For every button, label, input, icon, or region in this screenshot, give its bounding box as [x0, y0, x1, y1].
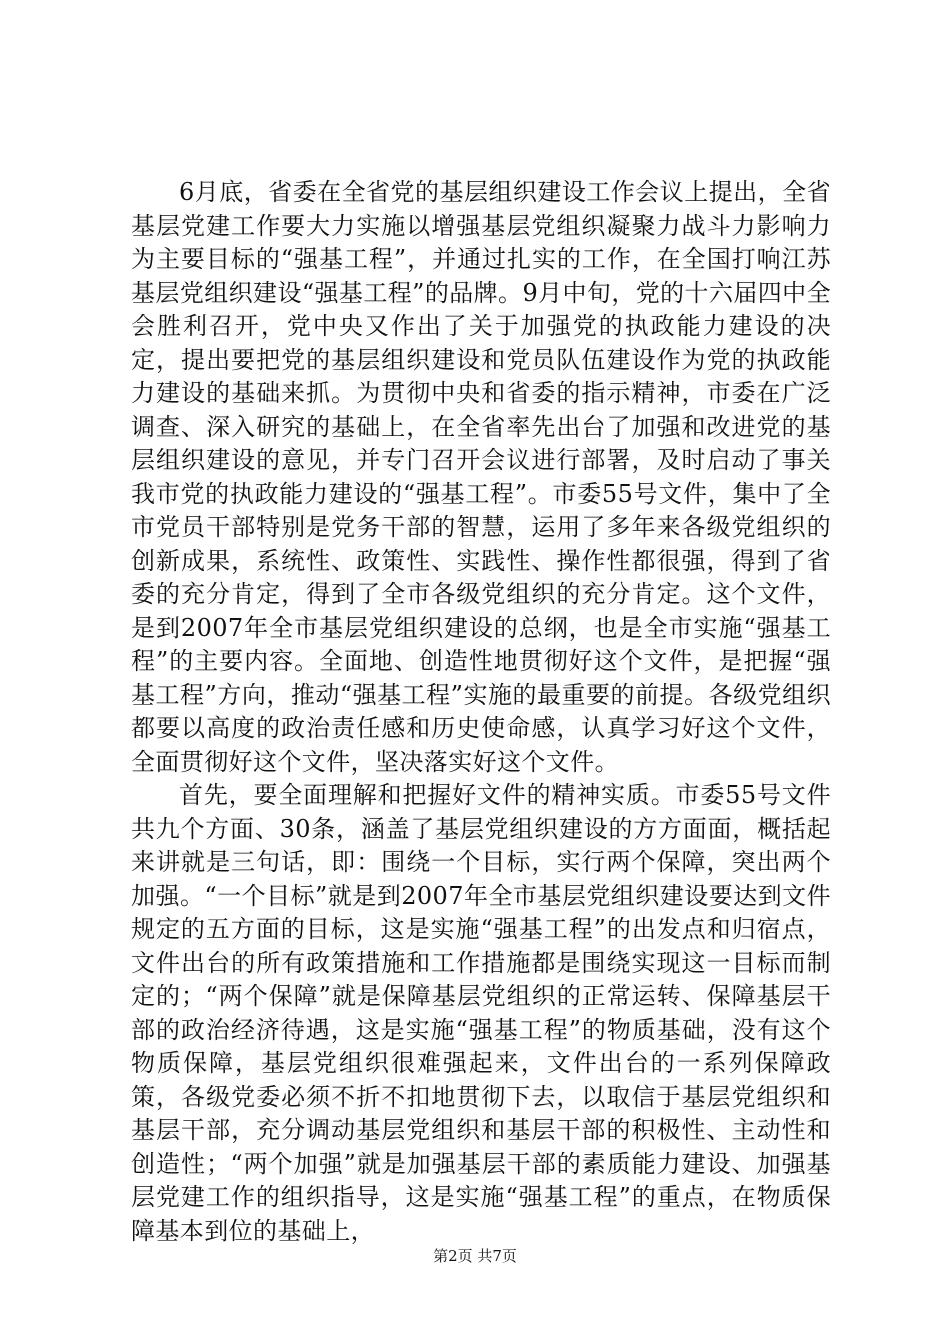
paragraph-2: 首先，要全面理解和把握好文件的精神实质。市委55号文件共九个方面、30条，涵盖了基层党组织建设的方方面面，概括起来讲就是三句话，即：围绕一个目标，实行两个保障，突出两个加强。“一个目标”就是到2007年全市基层党组织建设要达到文件规定的五方面的目标，这是实施“强基工程”的出发点和归宿点，文件出台的所有政策措施和工作措施都是围绕实现这一目标而制定的；“两个保障”就是保障基层党组织的正常运转、保障基层干部的政治经济待遇，这是实施“强基工程”的物质基础，没有这个物质保障，基层党组织很难强起来，文件出台的一系列保障政策，各级党委必须不折不扣地贯彻下去，以取信于基层党组织和基层干部，充分调动基层党组织和基层干部的积极性、主动性和创造性；“两个加强”就是加强基层干部的素质能力建设、加强基层党建工作的组织指导，这是实施“强基工程”的重点，在物质保障基本到位的基础上， [131, 781, 831, 1245]
paragraph-1: 6月底，省委在全省党的基层组织建设工作会议上提出，全省基层党建工作要大力实施以增强基层党组织凝聚力战斗力影响力为主要目标的“强基工程”，并通过扎实的工作，在全国打响江苏基层党组织建设“强基工程”的品牌。9月中旬，党的十六届四中全会胜利召开，党中央又作出了关于加强党的执政能力建设的决定，提出要把党的基层组织建设和党员队伍建设作为党的执政能力建设的基础来抓。为贯彻中央和省委的指示精神，市委在广泛调查、深入研究的基础上，在全省率先出台了加强和改进党的基层组织建设的意见，并专门召开会议进行部署，及时启动了事关我市党的执政能力建设的“强基工程”。市委55号文件，集中了全市党员干部特别是党务干部的智慧，运用了多年来各级党组织的创新成果，系统性、政策性、实践性、操作性都很强，得到了省委的充分肯定，得到了全市各级党组织的充分肯定。这个文件，是到2007年全市基层党组织建设的总纲，也是全市实施“强基工程”的主要内容。全面地、创造性地贯彻好这个文件，是把握“强基工程”方向，推动“强基工程”实施的最重要的前提。各级党组织都要以高度的政治责任感和历史使命感，认真学习好这个文件，全面贯彻好这个文件，坚决落实好这个文件。 [131, 178, 831, 776]
page-number-footer: 第2页 共7页 [433, 1247, 517, 1265]
document-body [131, 176, 831, 1248]
